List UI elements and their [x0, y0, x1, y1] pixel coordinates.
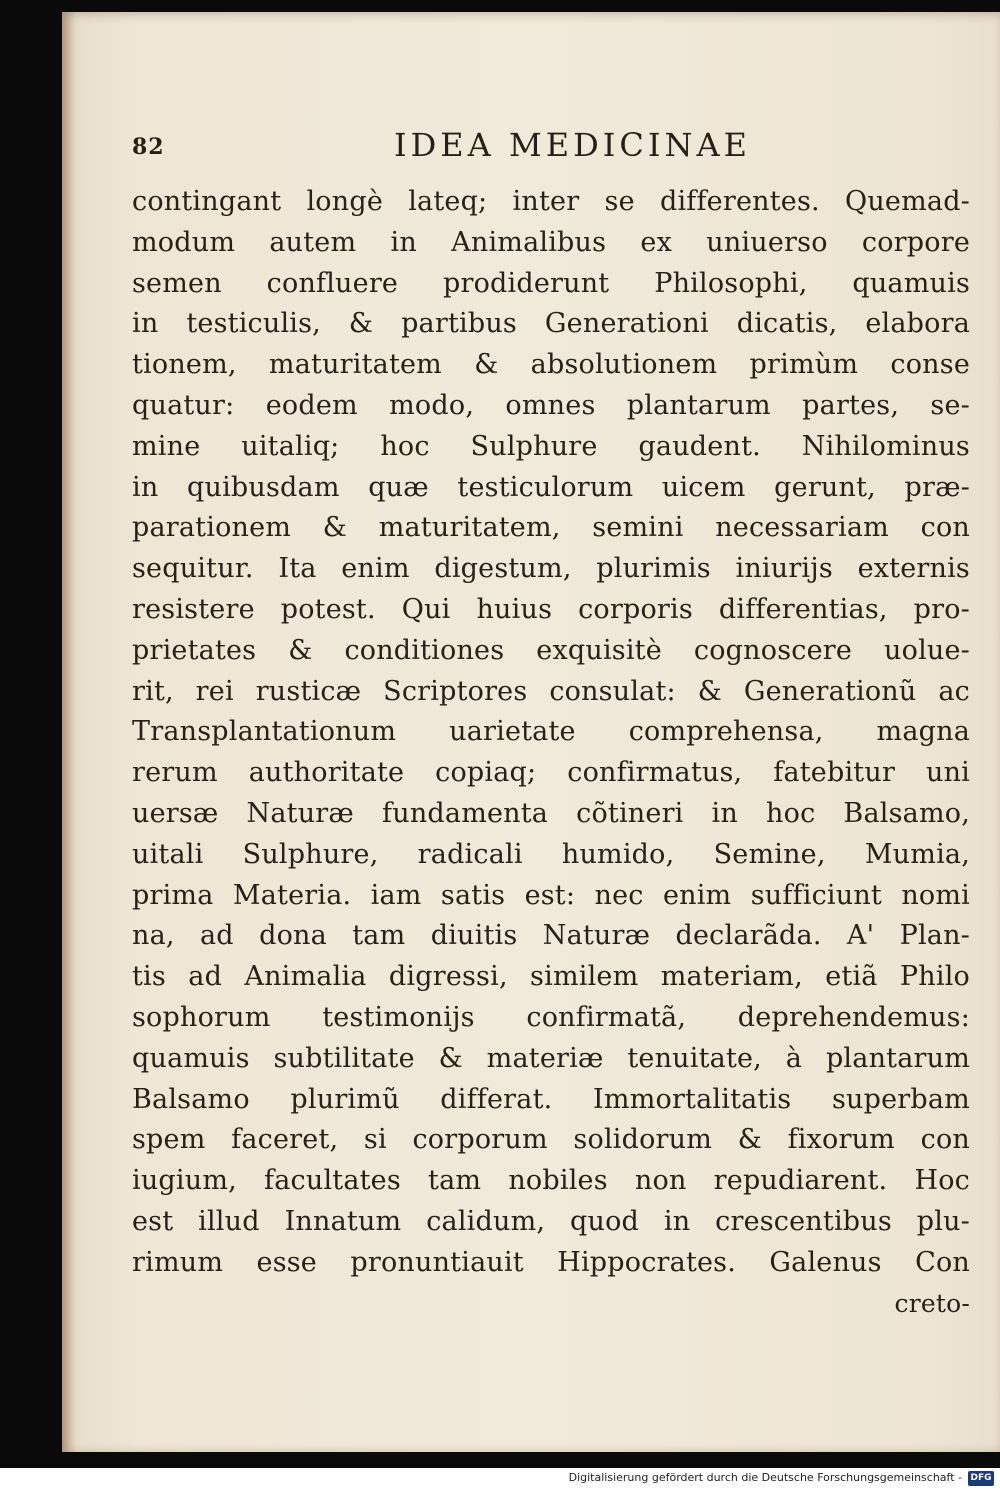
text-line: mine uitaliq; hoc Sulphure gaudent. Nihilominus [132, 430, 970, 462]
text-line: rerum authoritate copiaq; confirmatus, fatebitur uni [132, 757, 970, 789]
body-text [132, 182, 970, 1324]
text-line: uitali Sulphure, radicali humido, Semine, Mumia, [132, 838, 970, 870]
text-line: contingant longè lateq; inter se differentes. Quemad- [132, 186, 970, 217]
text-line: rit, rei rusticæ Scriptores consulat: & Generationũ ac [132, 675, 970, 707]
text-line: rimum esse pronuntiauit Hippocrates. Galenus Con [132, 1246, 970, 1278]
text-line: in testiculis, & partibus Generationi dicatis, elabora [132, 308, 970, 340]
text-line: modum autem in Animalibus ex uniuerso corpore [132, 226, 970, 258]
text-line: quatur: eodem modo, omnes plantarum partes, se- [132, 389, 970, 421]
text-line: est illud Innatum calidum, quod in crescentibus plu- [132, 1205, 970, 1237]
page-number: 82 [132, 134, 165, 160]
text-line: parationem & maturitatem, semini necessariam con [132, 512, 970, 544]
text-line: quamuis subtilitate & materiæ tenuitate, à plantarum [132, 1042, 970, 1074]
text-line: semen confluere prodiderunt Philosophi, quamuis [132, 267, 970, 299]
text-line: prietates & conditiones exquisitè cognoscere uolue- [132, 634, 970, 666]
digitization-footer [0, 1468, 1000, 1490]
text-line: tis ad Animalia digressi, similem materiam, etiã Philo [132, 961, 970, 993]
text-line: resistere potest. Qui huius corporis differentias, pro- [132, 593, 970, 625]
text-line: uersæ Naturæ fundamenta cõtineri in hoc Balsamo, [132, 797, 970, 829]
text-line: na, ad dona tam diuitis Naturæ declarãda. A' Plan- [132, 920, 970, 952]
dfg-logo-icon: DFG [968, 1471, 994, 1486]
funding-credit: Digitalisierung gefördert durch die Deutsche Forschungsgemeinschaft - [568, 1471, 962, 1484]
text-line: in quibusdam quæ testiculorum uicem gerunt, præ- [132, 471, 970, 503]
text-line: spem faceret, si corporum solidorum & fixorum con [132, 1124, 970, 1156]
catchword: creto- [894, 1288, 970, 1318]
text-line: tionem, maturitatem & absolutionem primùm conse [132, 349, 970, 381]
text-line: sequitur. Ita enim digestum, plurimis iniurijs externis [132, 553, 970, 585]
page-header [132, 126, 932, 166]
text-line: Transplantationum uarietate comprehensa, magna [132, 716, 970, 748]
text-line: prima Materia. iam satis est: nec enim sufficiunt nomi [132, 879, 970, 911]
text-line: sophorum testimonijs confirmatã, deprehendemus: [132, 1001, 970, 1033]
running-head: IDEA MEDICINAE [394, 126, 751, 164]
text-line: iugium, facultates tam nobiles non repudiarent. Hoc [132, 1165, 970, 1197]
text-line: Balsamo plurimũ differat. Immortalitatis superbam [132, 1083, 970, 1115]
